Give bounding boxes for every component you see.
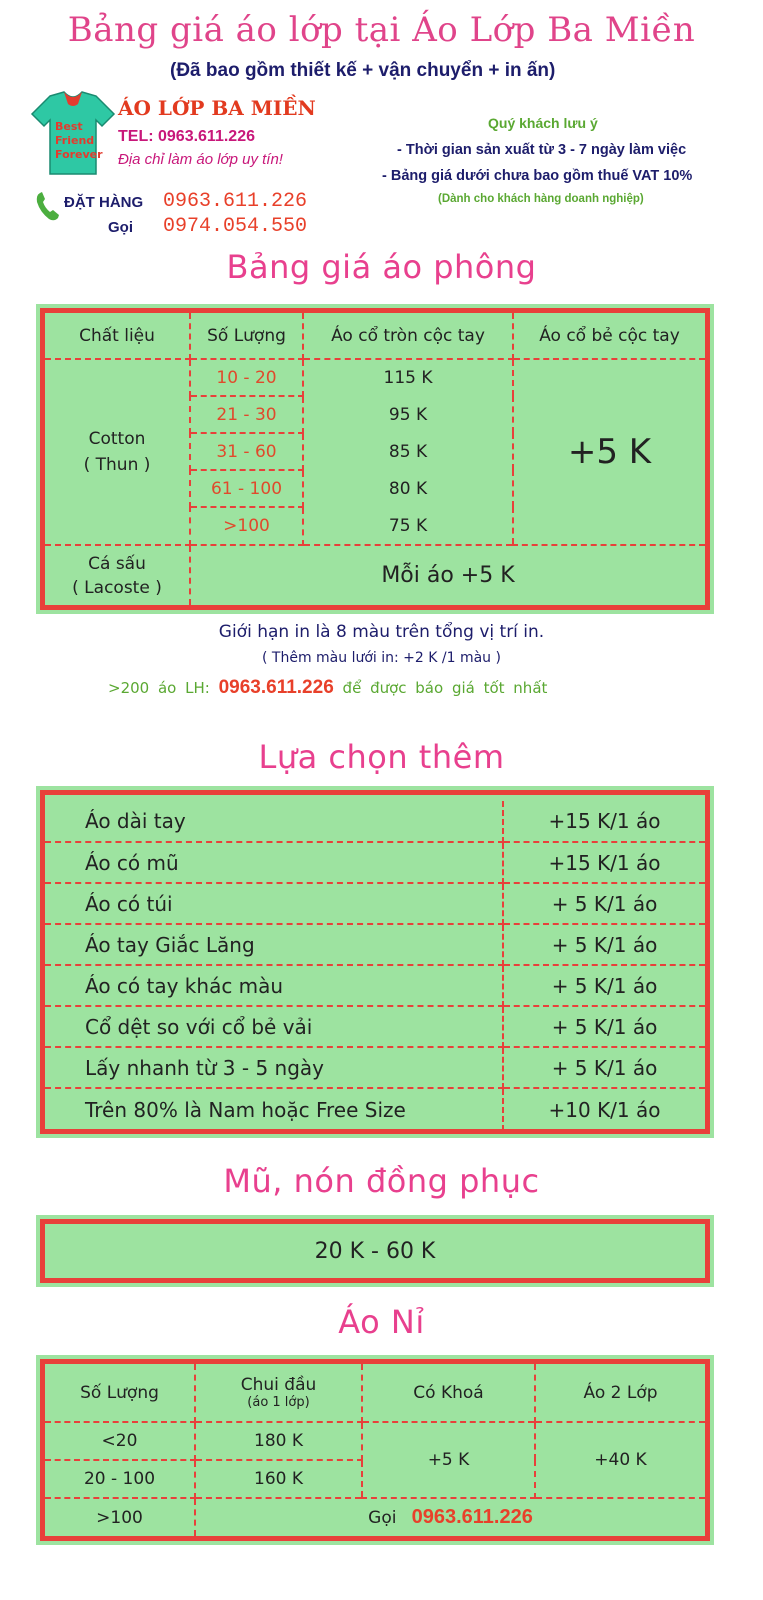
option-price: + 5 K/1 áo [503, 1047, 705, 1088]
hoodie-qty-cell: >100 [45, 1498, 195, 1536]
notes-title: Quý khách lưu ý [488, 115, 598, 131]
hoodie-header-pullover-label: Chui đầu [240, 1375, 317, 1395]
tshirt-header-collar: Áo cổ bẻ cộc tay [513, 313, 705, 359]
price-cell: 115 K [303, 359, 513, 396]
option-price: + 5 K/1 áo [503, 965, 705, 1006]
order-label: ĐẶT HÀNG [64, 194, 144, 211]
material-cotton-line1: Cotton [88, 429, 146, 449]
hoodie-call-cell [195, 1498, 705, 1536]
price-cell: 95 K [303, 396, 513, 433]
bulk-contact-info [108, 677, 547, 699]
brand-tel[interactable]: TEL: 0963.611.226 [118, 128, 255, 145]
option-name: Áo có túi [45, 883, 503, 924]
material-cotton-line2: ( Thun ) [83, 455, 151, 475]
qty-cell: >100 [190, 507, 303, 545]
option-price: + 5 K/1 áo [503, 883, 705, 924]
hoodie-header-pullover-note: (áo 1 lớp) [247, 1395, 310, 1410]
logo-letter-f1: Friend [55, 134, 95, 147]
qty-cell: 61 - 100 [190, 470, 303, 507]
hats-table [40, 1219, 710, 1283]
tshirt-header-qty: Số Lượng [190, 313, 303, 359]
option-name: Trên 80% là Nam hoặc Free Size [45, 1088, 503, 1131]
material-lacoste-line1: Cá sấu [88, 553, 146, 574]
option-price: + 5 K/1 áo [503, 924, 705, 965]
material-cotton [45, 359, 190, 545]
option-price: +15 K/1 áo [503, 842, 705, 883]
call-phone[interactable]: 0974.054.550 [163, 215, 308, 238]
tshirt-table [40, 308, 710, 610]
qty-cell: 31 - 60 [190, 433, 303, 470]
call-label: Gọi [108, 219, 133, 236]
shirt-logo-icon [28, 88, 118, 178]
options-table [40, 790, 710, 1134]
bulk-contact-suffix: để được báo giá tốt nhất [342, 679, 548, 697]
option-price: +10 K/1 áo [548, 1098, 661, 1122]
option-name: Lấy nhanh từ 3 - 5 ngày [45, 1047, 503, 1088]
tshirt-heading: Bảng giá áo phông [226, 248, 537, 286]
price-cell: 80 K [303, 470, 513, 507]
hoodie-price-cell: 180 K [195, 1422, 362, 1460]
page-title: Bảng giá áo lớp tại Áo Lớp Ba Miền [67, 10, 696, 50]
price-cell: 75 K [303, 507, 513, 545]
hoodie-call-phone[interactable]: 0963.611.226 [411, 1506, 533, 1528]
qty-cell: 10 - 20 [190, 359, 303, 396]
phone-icon [34, 190, 62, 222]
hoodie-qty-cell: 20 - 100 [45, 1460, 195, 1498]
hoodie-price-cell: 160 K [195, 1460, 362, 1498]
logo-letter-b: Best [55, 120, 83, 133]
hats-price: 20 K - 60 K [314, 1238, 436, 1264]
option-price: +15 K/1 áo [503, 801, 705, 842]
page-subtitle: (Đã bao gồm thiết kế + vận chuyển + in ấn) [170, 60, 556, 81]
collar-extra-price: +5 K [513, 359, 705, 545]
logo-letter-f2: Forever [55, 148, 103, 161]
hoodie-header-qty: Số Lượng [45, 1364, 195, 1422]
hoodie-header-double: Áo 2 Lớp [583, 1382, 658, 1403]
print-limit-info: Giới hạn in là 8 màu trên tổng vị trí in. [218, 622, 545, 642]
option-price: + 5 K/1 áo [503, 1006, 705, 1047]
lacoste-price: Mỗi áo +5 K [381, 563, 515, 588]
hoodie-double-price: +40 K [535, 1422, 705, 1498]
note-business: (Dành cho khách hàng doanh nghiệp) [438, 193, 644, 205]
material-lacoste-line2: ( Lacoste ) [72, 577, 162, 598]
bulk-contact-prefix: >200 áo LH: [108, 679, 210, 697]
hoodie-call-label: Gọi [368, 1508, 397, 1528]
price-cell: 85 K [303, 433, 513, 470]
extra-color-info: ( Thêm màu lưới in: +2 K /1 màu ) [262, 650, 501, 666]
option-name: Áo có tay khác màu [45, 965, 503, 1006]
tshirt-header-material: Chất liệu [45, 313, 190, 359]
option-name: Áo có mũ [45, 842, 503, 883]
note-line-vat: - Bảng giá dưới chưa bao gồm thuế VAT 10% [382, 168, 693, 184]
hoodie-header-pullover [195, 1364, 362, 1422]
material-lacoste [45, 545, 190, 605]
bulk-contact-phone[interactable]: 0963.611.226 [218, 677, 334, 698]
brand-name: ÁO LỚP BA MIỀN [118, 96, 316, 120]
option-name: Cổ dệt so với cổ bẻ vải [45, 1006, 503, 1047]
option-name: Áo tay Giắc Lăng [45, 924, 503, 965]
tshirt-header-round: Áo cổ tròn cộc tay [303, 313, 513, 359]
hoodie-header-zip: Có Khoá [362, 1364, 535, 1422]
hoodie-zip-price: +5 K [362, 1422, 535, 1498]
note-line-production: - Thời gian sản xuất từ 3 - 7 ngày làm việc [397, 142, 687, 158]
hoodie-table [40, 1359, 710, 1541]
option-name: Áo dài tay [45, 801, 503, 842]
order-phone[interactable]: 0963.611.226 [163, 190, 308, 213]
brand-slogan: Địa chỉ làm áo lớp uy tín! [118, 151, 283, 168]
options-heading: Lựa chọn thêm [258, 738, 505, 776]
hoodie-heading: Áo Nỉ [338, 1303, 425, 1341]
hats-heading: Mũ, nón đồng phục [223, 1162, 540, 1200]
hoodie-qty-cell: <20 [45, 1422, 195, 1460]
qty-cell: 21 - 30 [190, 396, 303, 433]
